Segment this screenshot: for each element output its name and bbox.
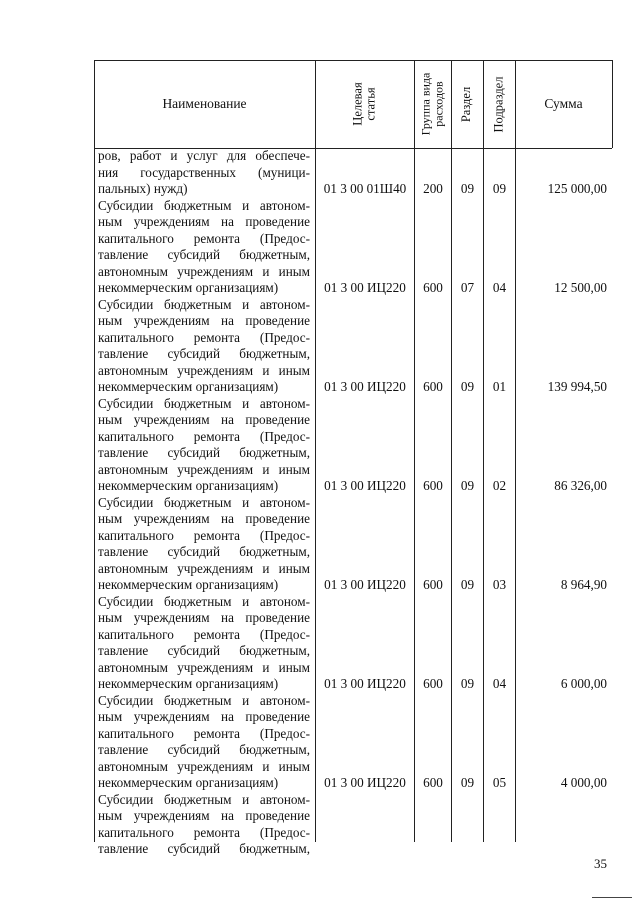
row-expense-group: 600 xyxy=(423,577,443,592)
name-line: ным учреждениям на проведение xyxy=(98,610,310,625)
name-line: автономным учреждениям и иным xyxy=(98,263,310,279)
name-line: тавление субсидий бюджетным, xyxy=(98,643,310,658)
name-line: ным учреждениям на проведение xyxy=(98,511,310,526)
row-code: 01 3 00 ИЦ220 xyxy=(324,478,406,493)
row-sum: 125 000,00 xyxy=(547,181,607,196)
row-expense-group: 600 xyxy=(423,676,443,691)
row-sum: 4 000,00 xyxy=(560,775,607,790)
row-section: 09 xyxy=(460,181,475,196)
name-line: Субсидии бюджетным и автоном- xyxy=(98,692,310,708)
name-line: ния государственных (муници- xyxy=(98,164,310,180)
row-sum: 139 994,50 xyxy=(547,379,607,394)
row-expense-group: 600 xyxy=(423,478,443,493)
row-code: 01 3 00 01Ш40 xyxy=(323,181,407,196)
header-target-line-2: статья xyxy=(363,87,378,121)
name-line: Субсидии бюджетным и автоном- xyxy=(98,494,310,510)
name-line: ным учреждениям на проведение xyxy=(98,808,310,823)
row-subsection: 03 xyxy=(492,577,507,592)
name-line: ным учреждениям на проведение xyxy=(98,412,310,427)
row-sum: 6 000,00 xyxy=(560,676,607,691)
name-line: ным учреждениям на проведение xyxy=(98,709,310,724)
row-sum: 86 326,00 xyxy=(554,478,607,493)
name-line: ров, работ и услуг для обеспече- xyxy=(98,148,310,163)
name-line: тавление субсидий бюджетным, xyxy=(98,841,310,856)
row-subsection: 05 xyxy=(492,775,507,790)
row-code: 01 3 00 ИЦ220 xyxy=(324,775,406,790)
name-line: автономным учреждениям и иным xyxy=(98,461,310,477)
name-line: тавление субсидий бюджетным, xyxy=(98,445,310,460)
name-line: капитального ремонта (Предос- xyxy=(98,824,310,840)
name-line: некоммерческим организациям) xyxy=(98,676,279,691)
row-expense-group: 600 xyxy=(423,379,443,394)
budget-table xyxy=(94,60,612,856)
row-subsection: 02 xyxy=(492,478,507,493)
header-group-line-2: расходов xyxy=(431,81,446,127)
name-line: тавление субсидий бюджетным, xyxy=(98,544,310,559)
row-subsection: 04 xyxy=(492,280,507,295)
header-group-line-1: Группа вида xyxy=(418,72,433,136)
name-line: тавление субсидий бюджетным, xyxy=(98,346,310,361)
header-target-article xyxy=(315,60,414,148)
column-divider xyxy=(94,60,95,842)
name-line: Субсидии бюджетным и автоном- xyxy=(98,395,310,411)
column-divider xyxy=(515,60,516,842)
name-line: капитального ремонта (Предос- xyxy=(98,527,310,543)
name-line: капитального ремонта (Предос- xyxy=(98,428,310,444)
name-line: некоммерческим организациям) xyxy=(98,280,279,295)
header-target-line-1: Целевая xyxy=(350,82,365,126)
name-line: Субсидии бюджетным и автоном- xyxy=(98,197,310,213)
header-name: Наименование xyxy=(162,96,247,111)
name-line: капитального ремонта (Предос- xyxy=(98,329,310,345)
name-line: некоммерческим организациям) xyxy=(98,577,279,592)
column-divider xyxy=(451,60,452,842)
name-line: некоммерческим организациям) xyxy=(98,379,279,394)
row-subsection: 01 xyxy=(492,379,507,394)
row-code: 01 3 00 ИЦ220 xyxy=(324,280,406,295)
row-code: 01 3 00 ИЦ220 xyxy=(324,676,406,691)
name-line: некоммерческим организациям) xyxy=(98,775,279,790)
column-divider xyxy=(315,60,316,842)
header-subsection: Подраздел xyxy=(491,76,506,132)
row-section: 09 xyxy=(460,577,475,592)
name-line: автономным учреждениям и иным xyxy=(98,560,310,576)
row-code: 01 3 00 ИЦ220 xyxy=(324,577,406,592)
name-line: капитального ремонта (Предос- xyxy=(98,725,310,741)
row-section: 09 xyxy=(460,676,475,691)
row-section: 09 xyxy=(460,379,475,394)
name-line: пальных) нужд) xyxy=(98,181,188,196)
header-sum: Сумма xyxy=(544,96,583,111)
page-number: 35 xyxy=(594,856,607,871)
row-subsection: 04 xyxy=(492,676,507,691)
column-divider xyxy=(483,60,484,842)
column-divider xyxy=(612,60,613,148)
row-expense-group: 200 xyxy=(423,181,443,196)
name-column xyxy=(98,148,310,858)
name-line: ным учреждениям на проведение xyxy=(98,313,310,328)
name-line: некоммерческим организациям) xyxy=(98,478,279,493)
row-expense-group: 600 xyxy=(423,280,443,295)
row-section: 09 xyxy=(460,775,475,790)
name-line: автономным учреждениям и иным xyxy=(98,362,310,378)
name-line: тавление субсидий бюджетным, xyxy=(98,247,310,262)
row-section: 09 xyxy=(460,478,475,493)
row-section: 07 xyxy=(460,280,475,295)
header-section: Раздел xyxy=(459,86,474,122)
name-line: капитального ремонта (Предос- xyxy=(98,626,310,642)
corner-mark xyxy=(592,897,632,898)
header-expense-group xyxy=(414,60,451,148)
row-code: 01 3 00 ИЦ220 xyxy=(324,379,406,394)
name-line: Субсидии бюджетным и автоном- xyxy=(98,593,310,609)
row-subsection: 09 xyxy=(492,181,507,196)
name-line: Субсидии бюджетным и автоном- xyxy=(98,296,310,312)
name-line: капитального ремонта (Предос- xyxy=(98,230,310,246)
name-line: автономным учреждениям и иным xyxy=(98,758,310,774)
column-divider xyxy=(414,60,415,842)
name-line: автономным учреждениям и иным xyxy=(98,659,310,675)
row-sum: 12 500,00 xyxy=(554,280,607,295)
name-line: ным учреждениям на проведение xyxy=(98,214,310,229)
row-sum: 8 964,90 xyxy=(560,577,607,592)
name-line: тавление субсидий бюджетным, xyxy=(98,742,310,757)
row-expense-group: 600 xyxy=(423,775,443,790)
name-line: Субсидии бюджетным и автоном- xyxy=(98,791,310,807)
